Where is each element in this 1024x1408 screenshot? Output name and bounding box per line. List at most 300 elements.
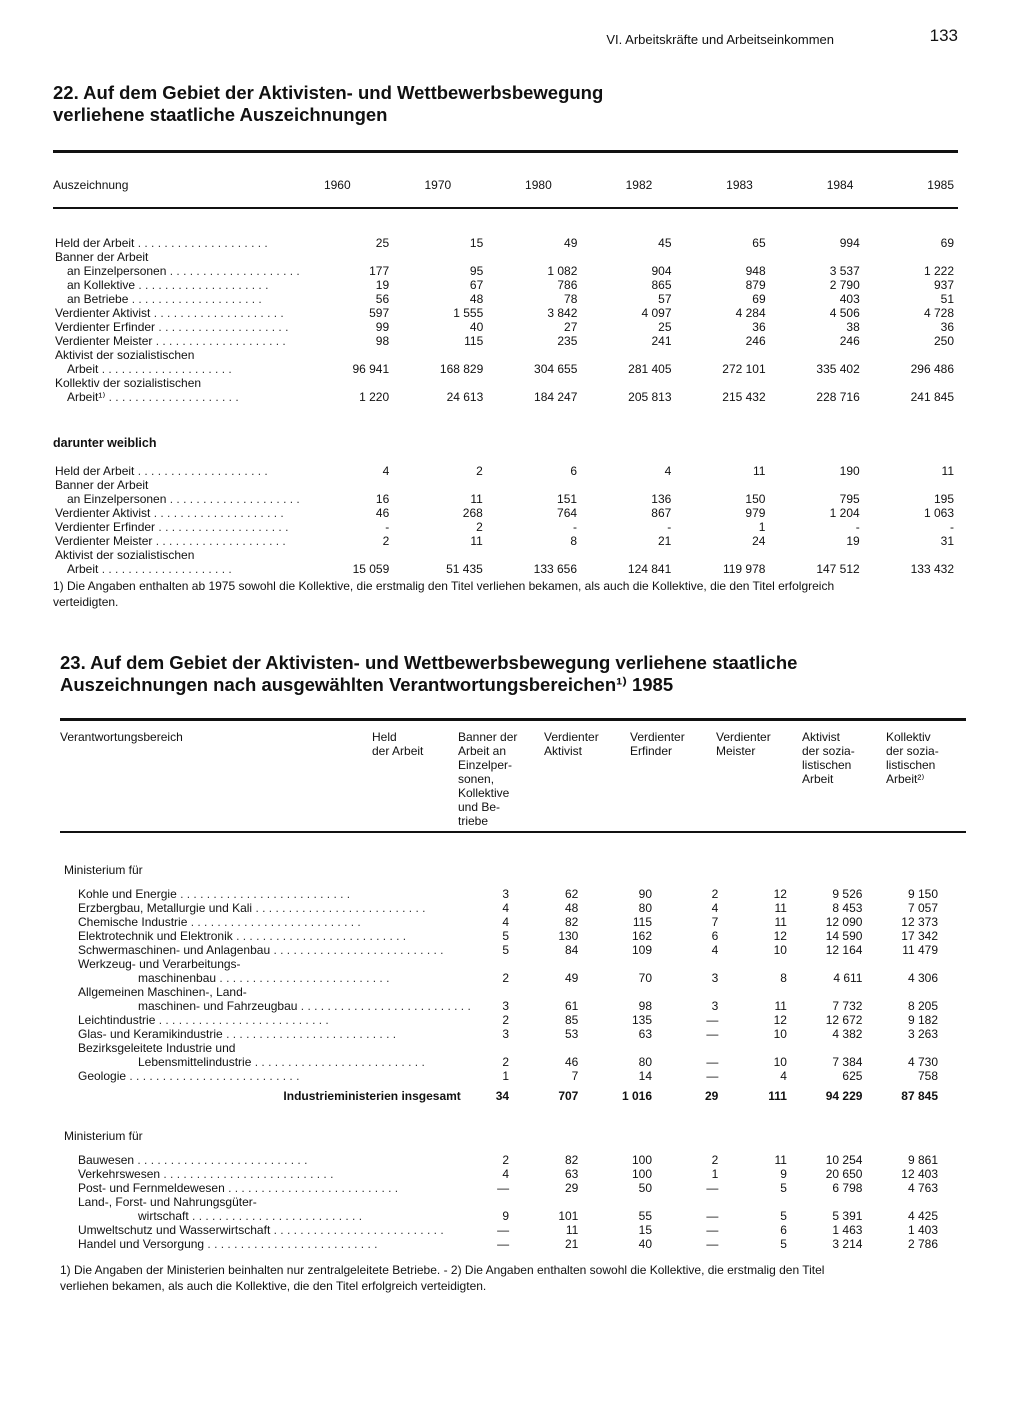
row-label-text: Verdienter Aktivist: [55, 506, 151, 520]
table-cell: [487, 250, 581, 264]
column-header-line: Verdienter: [630, 730, 685, 744]
table-cell: 1: [711, 1167, 719, 1181]
table-row: [53, 520, 958, 534]
table-cell: 625: [842, 1069, 863, 1083]
table-cell: 96 941: [352, 362, 390, 376]
table-cell: 9: [502, 1209, 510, 1223]
table-cell: 20 650: [825, 1167, 863, 1181]
leader-dots: . . . . . . . . . . . . . . . . . . . . . . . . . .: [155, 1013, 329, 1027]
table-cell: 12 090: [825, 915, 863, 929]
table-cell: 69: [752, 292, 766, 306]
row-label-text: Kollektiv der sozialistischen: [55, 376, 202, 390]
table-cell: 4: [502, 901, 510, 915]
table-cell: 241 845: [910, 390, 954, 404]
table-cell: 228 716: [816, 390, 860, 404]
table-cell: 4 382: [832, 1027, 863, 1041]
table-cell: 6 798: [832, 1181, 863, 1195]
table-cell: 130: [558, 929, 579, 943]
total-cell: 87 845: [901, 1089, 938, 1103]
column-header-line: Held: [372, 730, 397, 744]
table-cell: 162: [631, 929, 653, 943]
table-cell: -: [855, 520, 860, 534]
table-cell: [675, 478, 769, 492]
table-cell: 597: [369, 306, 390, 320]
table-cell: [769, 548, 863, 562]
leader-dots: . . . . . . . . . . . . . . . . . . . . . . . . . .: [232, 929, 407, 943]
table-cell: 82: [565, 915, 579, 929]
table-row: [53, 562, 958, 576]
table-cell: 4 730: [907, 1055, 938, 1069]
table22-header: [53, 178, 958, 192]
row-label: [53, 320, 300, 334]
table-cell: 80: [638, 901, 653, 915]
column-header-line: listischen: [886, 758, 936, 772]
table-cell: —: [706, 1181, 719, 1195]
row-label-text: maschinen- und Fahrzeugbau: [138, 999, 298, 1013]
table-cell: -: [573, 520, 578, 534]
row-label-text: Aktivist der sozialistischen: [55, 548, 195, 562]
row-label: [60, 915, 471, 929]
total-cell: 707: [558, 1089, 579, 1103]
table-cell: 16: [375, 492, 390, 506]
table-cell: —: [497, 1223, 510, 1237]
leader-dots: . . . . . . . . . . . . . . . . . . . . . . . . . .: [270, 943, 444, 957]
column-header: [368, 730, 454, 828]
table-cell: 124 841: [627, 562, 672, 576]
table-row: [53, 348, 958, 362]
table23-col-label: Verantwortungsbereich: [60, 730, 183, 744]
table22-title-line2: verliehene staatliche Auszeichnungen: [53, 104, 388, 125]
table-cell: 786: [557, 278, 578, 292]
table-cell: [770, 250, 864, 264]
column-header: [626, 730, 712, 828]
table-cell: 55: [638, 1209, 653, 1223]
table-cell: 3: [502, 1027, 510, 1041]
row-label-text: wirtschaft: [138, 1209, 189, 1223]
table-cell: 4: [780, 1069, 787, 1083]
table23-header: [60, 730, 966, 828]
page-number: 133: [929, 26, 958, 45]
table-cell: [393, 548, 487, 562]
table-cell: 10: [773, 943, 787, 957]
table-cell: 38: [846, 320, 860, 334]
row-label-text: Verdienter Erfinder: [55, 520, 156, 534]
table-cell: 758: [917, 1069, 938, 1083]
table-cell: [393, 348, 487, 362]
table-cell: 879: [745, 278, 766, 292]
table-cell: 9 182: [907, 1013, 938, 1027]
table-cell: 403: [839, 292, 860, 306]
row-label: [60, 1167, 471, 1181]
row-label: [53, 278, 300, 292]
table-row: [60, 957, 966, 985]
table-cell: [487, 478, 581, 492]
leader-dots: . . . . . . . . . . . . . . . . . . . . . . . . . .: [270, 1223, 444, 1237]
total-cell: 29: [704, 1089, 719, 1103]
row-label-text: Glas- und Keramikindustrie: [78, 1027, 223, 1041]
table-cell: [581, 548, 675, 562]
year-header: 1980: [525, 178, 552, 192]
column-header-line: triebe: [458, 814, 489, 828]
table-cell: 4: [502, 915, 510, 929]
table-cell: —: [497, 1181, 510, 1195]
row-label-text: Verdienter Meister: [55, 334, 153, 348]
table-cell: 36: [940, 320, 954, 334]
table-cell: 6: [711, 929, 719, 943]
table-cell: 95: [469, 264, 484, 278]
table-cell: 9: [780, 1167, 787, 1181]
table-cell: -: [385, 520, 390, 534]
table-cell: [300, 348, 393, 362]
table-cell: 795: [839, 492, 860, 506]
table-cell: 99: [375, 320, 390, 334]
leader-dots: . . . . . . . . . . . . . . . . . . . . . . . . . .: [297, 999, 471, 1013]
table-row: [60, 1181, 966, 1195]
table-cell: 5: [780, 1209, 787, 1223]
table-cell: 3 214: [832, 1237, 863, 1251]
table-cell: 100: [631, 1167, 653, 1181]
table-cell: —: [706, 1069, 719, 1083]
row-label-text: Handel und Versorgung: [78, 1237, 205, 1251]
table-row: [53, 362, 958, 376]
table-cell: 15 059: [352, 562, 390, 576]
table22-footnote-line1: 1) Die Angaben enthalten ab 1975 sowohl die Kollektive, die erstmalig den Titel verliehen bekamen, als auch die Kollektive, die den Titel erfolgreich: [53, 579, 835, 593]
table23-top-rule: [60, 718, 966, 721]
table-cell: 3: [502, 887, 510, 901]
row-label: [53, 250, 300, 264]
table-cell: 11: [774, 915, 787, 929]
table-cell: 1: [502, 1069, 510, 1083]
row-label-text: Kohle und Energie: [78, 887, 177, 901]
table-cell: 205 813: [628, 390, 672, 404]
table-cell: 272 101: [722, 362, 766, 376]
table-cell: 5: [780, 1181, 787, 1195]
table-cell: 8 453: [832, 901, 863, 915]
table-row: [53, 534, 958, 548]
column-header-line: Einzelper-: [458, 758, 513, 772]
row-label-text: Held der Arbeit: [55, 236, 135, 250]
table-cell: [300, 250, 393, 264]
row-label: [60, 957, 471, 985]
table-cell: 1 220: [359, 390, 390, 404]
column-header-line: Verdienter: [716, 730, 771, 744]
table-cell: 2: [711, 887, 719, 901]
table-cell: 994: [839, 236, 860, 250]
row-label: [53, 264, 300, 278]
table-row: [53, 292, 958, 306]
table-cell: 3 842: [547, 306, 578, 320]
total-cell: 34: [495, 1089, 510, 1103]
table-cell: 12: [773, 887, 787, 901]
group-label: Ministerium für: [64, 863, 143, 877]
table-cell: 281 405: [628, 362, 672, 376]
table-cell: 4: [382, 464, 390, 478]
table-cell: 63: [565, 1167, 579, 1181]
table-cell: 4 611: [833, 971, 863, 985]
table-cell: 268: [462, 506, 483, 520]
column-header-line: Verdienter: [544, 730, 599, 744]
table22-header-rule: [53, 207, 958, 209]
leader-dots: . . . . . . . . . . . . . . . . . . . . . . . . . .: [134, 1153, 308, 1167]
table-cell: 241: [651, 334, 672, 348]
table-cell: 98: [638, 999, 653, 1013]
table-cell: 764: [557, 506, 578, 520]
table-cell: [770, 376, 864, 390]
table-cell: 61: [565, 999, 579, 1013]
table-cell: 948: [745, 264, 766, 278]
row-label: [53, 520, 300, 534]
table-cell: 150: [745, 492, 766, 506]
table-row: [60, 1027, 966, 1041]
table-cell: 15: [469, 236, 484, 250]
column-header-line: Kollektiv: [886, 730, 931, 744]
table-cell: 100: [631, 1153, 653, 1167]
spacer: [60, 1103, 966, 1129]
table-cell: —: [706, 1055, 719, 1069]
table-cell: 12 672: [825, 1013, 863, 1027]
leader-dots: . . . . . . . . . . . . . . . . . . . . . . . . . .: [224, 1181, 399, 1195]
row-label: [60, 1069, 471, 1083]
table-cell: 24: [752, 534, 766, 548]
row-label: [60, 1041, 471, 1069]
table-row: [60, 929, 966, 943]
table-cell: [769, 478, 863, 492]
row-label-text: Erzbergbau, Metallurgie und Kali: [78, 901, 253, 915]
table-cell: 9 526: [832, 887, 863, 901]
table-cell: 147 512: [816, 562, 860, 576]
table-row: [53, 390, 958, 404]
row-label-text: Schwermaschinen- und Anlagenbau: [78, 943, 271, 957]
row-label-text: Banner der Arbeit: [55, 478, 149, 492]
table-cell: [393, 250, 487, 264]
table-cell: 1 555: [453, 306, 484, 320]
table-cell: 3 263: [907, 1027, 938, 1041]
row-label: [53, 548, 300, 562]
row-label: [53, 390, 300, 404]
table22-footnote-line2: verteidigten.: [53, 595, 119, 609]
table-row: [60, 1223, 966, 1237]
table-cell: 14 590: [825, 929, 863, 943]
table22-top-rule: [53, 150, 958, 153]
leader-dots: . . . . . . . . . . . . . . . . . . . .: [152, 334, 286, 348]
row-label-text: maschinenbau: [138, 971, 217, 985]
table-cell: 5: [502, 943, 510, 957]
table-cell: 21: [565, 1237, 579, 1251]
table-cell: 17 342: [901, 929, 938, 943]
table-cell: 12 164: [825, 943, 863, 957]
column-header-line: Meister: [716, 744, 756, 758]
table-cell: -: [950, 520, 954, 534]
table-cell: 40: [469, 320, 484, 334]
table-cell: 51: [940, 292, 954, 306]
table-cell: [393, 376, 487, 390]
table-cell: 2: [502, 971, 510, 985]
table-cell: 135: [631, 1013, 653, 1027]
leader-dots: . . . . . . . . . . . . . . . . . . . .: [98, 562, 232, 576]
table-cell: 48: [469, 292, 484, 306]
table-cell: 1 222: [923, 264, 954, 278]
leader-dots: . . . . . . . . . . . . . . . . . . . . . . . . . .: [160, 1167, 334, 1181]
table-cell: 1 063: [923, 506, 954, 520]
table-cell: 80: [638, 1055, 653, 1069]
table-cell: 2: [382, 534, 390, 548]
table-row: [60, 1167, 966, 1181]
row-label: [53, 562, 300, 576]
table-cell: 904: [651, 264, 672, 278]
table23-title-line2: Auszeichnungen nach ausgewählten Verantwortungsbereichen¹⁾ 1985: [60, 674, 674, 695]
row-label: [53, 478, 300, 492]
total-label: Industrieministerien insgesamt: [283, 1089, 461, 1103]
row-label-text: Arbeit: [67, 562, 99, 576]
table-cell: 7 732: [832, 999, 863, 1013]
leader-dots: . . . . . . . . . . . . . . . . . . . . . . . . . .: [216, 971, 390, 985]
table-cell: 4 763: [907, 1181, 938, 1195]
table-row: [60, 943, 966, 957]
table-cell: 5: [502, 929, 510, 943]
table-cell: 2: [502, 1013, 510, 1027]
table-cell: 6: [780, 1223, 787, 1237]
table-row: [60, 1153, 966, 1167]
table-row: [53, 306, 958, 320]
row-label-text: Werkzeug- und Verarbeitungs-: [78, 957, 241, 971]
table-cell: 3 537: [829, 264, 860, 278]
table-cell: 3: [502, 999, 510, 1013]
column-header-line: Arbeit: [802, 772, 834, 786]
row-label-text: Bezirksgeleitete Industrie und: [78, 1041, 236, 1055]
table-cell: 7: [711, 915, 719, 929]
table23-body: [60, 863, 966, 1251]
leader-dots: . . . . . . . . . . . . . . . . . . . .: [166, 264, 300, 278]
table-cell: 1 204: [829, 506, 860, 520]
table-cell: 25: [375, 236, 390, 250]
table-cell: 69: [940, 236, 954, 250]
table-cell: 246: [745, 334, 766, 348]
table-cell: 27: [564, 320, 578, 334]
table-cell: 250: [933, 334, 954, 348]
row-label-text: Elektrotechnik und Elektronik: [78, 929, 233, 943]
table-cell: 11: [752, 464, 766, 478]
table-row: [60, 1041, 966, 1069]
table-cell: [676, 250, 770, 264]
table-cell: 151: [557, 492, 578, 506]
row-label: [60, 1223, 471, 1237]
table23-title-line1: 23. Auf dem Gebiet der Aktivisten- und Wettbewerbsbewegung verliehene staatliche: [60, 652, 798, 673]
column-header-line: Arbeit an: [458, 744, 507, 758]
table-cell: -: [667, 520, 672, 534]
table-cell: 11: [774, 901, 787, 915]
table-cell: 865: [651, 278, 672, 292]
table-cell: [581, 348, 675, 362]
year-header: 1970: [424, 178, 452, 192]
table-cell: 335 402: [816, 362, 860, 376]
table-cell: 50: [638, 1181, 653, 1195]
row-label-text: Banner der Arbeit: [55, 250, 149, 264]
table-cell: 7 384: [832, 1055, 863, 1069]
table-cell: 40: [638, 1237, 653, 1251]
table-cell: 12: [773, 1013, 787, 1027]
table-cell: 31: [940, 534, 954, 548]
table-cell: 19: [846, 534, 860, 548]
table-cell: 8: [780, 971, 787, 985]
table22-col-label: Auszeichnung: [53, 178, 129, 192]
row-label-text: Aktivist der sozialistischen: [55, 348, 195, 362]
row-label-text: Geologie: [78, 1069, 127, 1083]
table-cell: 11 479: [902, 943, 938, 957]
table-cell: 1 082: [547, 264, 578, 278]
row-label-text: Verkehrswesen: [78, 1167, 161, 1181]
table-cell: 2: [502, 1153, 510, 1167]
row-label-text: Allgemeinen Maschinen-, Land-: [78, 985, 247, 999]
table-row: [53, 376, 958, 390]
table-cell: 136: [651, 492, 672, 506]
table-row: [53, 478, 958, 492]
row-label-text: an Einzelpersonen: [67, 492, 167, 506]
total-cell: 94 229: [825, 1089, 863, 1103]
table-cell: [581, 376, 675, 390]
table-cell: 235: [557, 334, 578, 348]
table-cell: 3: [711, 971, 719, 985]
table-cell: 51 435: [446, 562, 483, 576]
table-cell: 56: [375, 292, 390, 306]
table-cell: 979: [745, 506, 766, 520]
table-cell: 11: [470, 534, 483, 548]
row-label-text: an Einzelpersonen: [67, 264, 167, 278]
table23-footnote-line2: verliehen bekamen, als auch die Kollektive, die den Titel erfolgreich verteidigten.: [60, 1279, 487, 1293]
table-row: [60, 985, 966, 1013]
table23-title: [60, 652, 797, 696]
year-header: 1985: [927, 178, 954, 192]
table-cell: 184 247: [534, 390, 578, 404]
table23-header-rule: [60, 831, 966, 833]
leader-dots: . . . . . . . . . . . . . . . . . . . .: [128, 292, 262, 306]
table-cell: 21: [657, 534, 672, 548]
table-cell: 2 790: [829, 278, 860, 292]
table-cell: 98: [375, 334, 390, 348]
table-cell: 168 829: [439, 362, 484, 376]
table-row: [53, 250, 958, 264]
table-cell: [487, 548, 581, 562]
row-label: [53, 492, 300, 506]
table-cell: 48: [565, 901, 579, 915]
table-cell: 9 861: [907, 1153, 938, 1167]
table-cell: 133 432: [910, 562, 954, 576]
total-row: [60, 1083, 966, 1103]
table-cell: 12 403: [901, 1167, 938, 1181]
table-cell: 11: [774, 1153, 787, 1167]
table-cell: 1 463: [832, 1223, 863, 1237]
row-label-text: Bauwesen: [78, 1153, 135, 1167]
column-header: [454, 730, 540, 828]
column-header: [798, 730, 882, 828]
table-cell: 1: [758, 520, 766, 534]
table-row: [60, 887, 966, 901]
table22-footnote: [53, 578, 973, 610]
row-label: [60, 1013, 471, 1027]
table-cell: 4 097: [641, 306, 672, 320]
column-header-line: der sozia-: [802, 744, 855, 758]
table-cell: 49: [564, 236, 578, 250]
year-header: 1983: [726, 178, 753, 192]
table-cell: 119 978: [722, 562, 766, 576]
table-cell: 7 057: [907, 901, 938, 915]
leader-dots: . . . . . . . . . . . . . . . . . . . . . . . . . .: [222, 1027, 397, 1041]
table-cell: [864, 548, 958, 562]
table-cell: 49: [565, 971, 579, 985]
table-cell: [676, 376, 770, 390]
table-cell: 65: [752, 236, 766, 250]
table-cell: 115: [632, 915, 653, 929]
table22-title-line1: 22. Auf dem Gebiet der Aktivisten- und Wettbewerbsbewegung: [53, 82, 604, 103]
